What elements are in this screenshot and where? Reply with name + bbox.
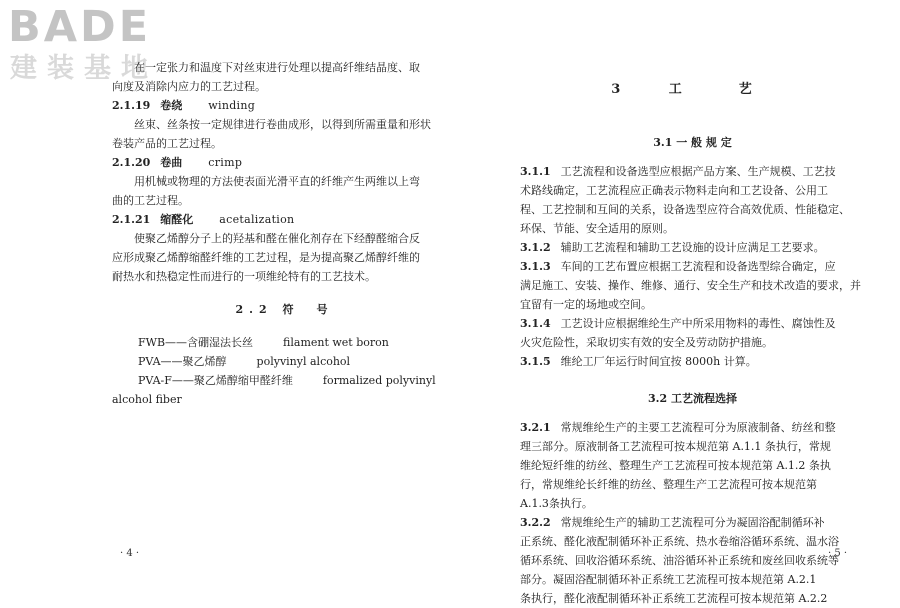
clause-text: 工艺流程和设备选型应根据产品方案、生产规模、工艺技	[560, 165, 836, 178]
clause-line: 火灾危险性，采取切实有效的安全及劳动防护措施。	[520, 336, 773, 349]
term-heading	[112, 210, 457, 229]
term-en: acetalization	[219, 213, 295, 226]
page-number-left: · 4 ·	[120, 548, 140, 559]
clause-text: 常规维纶生产的主要工艺流程可分为原液制备、纺丝和整	[560, 421, 836, 434]
clause-line: 正系统、醛化液配制循环补正系统、热水卷缩浴循环系统、温水浴	[520, 535, 839, 548]
symbol-en: filament wet boron	[283, 336, 389, 349]
term-body-line: 耐热水和热稳定性而进行的一项维纶特有的工艺技术。	[112, 270, 376, 283]
clause-line	[520, 257, 865, 276]
term-body-line: 曲的工艺过程。	[112, 194, 189, 207]
clause-line	[520, 513, 865, 532]
clause-line: 环保、节能、安全适用的原则。	[520, 222, 674, 235]
clause-line	[520, 238, 865, 257]
clause-line: 满足施工、安装、操作、维修、通行、安全生产和技术改造的要求，并	[520, 279, 861, 292]
term-cn: 卷曲	[160, 156, 183, 169]
logo-main-text: BADE	[8, 2, 152, 52]
term-body-line: 使聚乙烯醇分子上的羟基和醛在催化剂存在下经醇醛缩合反	[134, 232, 420, 245]
clause-line: 理三部分。原液制备工艺流程可按本规范第 A.1.1 条执行，常规	[520, 440, 831, 453]
term-en: winding	[208, 99, 256, 112]
clause-number: 3.1.2	[520, 241, 551, 254]
clause-line: 部分。凝固浴配制循环补正系统工艺流程可按本规范第 A.2.1	[520, 573, 817, 586]
clause-line: 程、工艺控制和互间的关系，设备选型应符合高效优质、性能稳定、	[520, 203, 850, 216]
term-cn: 缩醛化	[160, 213, 194, 226]
term-number: 2.1.20	[112, 156, 151, 169]
clause-line	[520, 314, 865, 333]
term-body-line: 卷装产品的工艺过程。	[112, 137, 222, 150]
symbol-row	[112, 333, 457, 352]
term-en: crimp	[208, 156, 243, 169]
clause-line: 宜留有一定的场地或空间。	[520, 298, 652, 311]
term-body-line: 丝束、丝条按一定规律进行卷曲成形，以得到所需重量和形状	[134, 118, 431, 131]
symbol-row	[112, 352, 457, 371]
logo-sub-text: 建装基地	[10, 53, 158, 84]
chapter-title: 3 工 艺	[611, 82, 774, 97]
clause-number: 3.1.1	[520, 165, 551, 178]
clause-number: 3.2.2	[520, 516, 551, 529]
clause-line: 术路线确定，工艺流程应正确表示物料走向和工艺设备、公用工	[520, 184, 828, 197]
clause-line	[520, 162, 865, 181]
term-heading	[112, 153, 457, 172]
clause-line: 行，常规维纶长纤维的纺丝、整理生产工艺流程可按本规范第	[520, 478, 817, 491]
clause-number: 3.1.5	[520, 355, 551, 368]
intro-line: 向度及消除内应力的工艺过程。	[112, 80, 266, 93]
symbol-tail: alcohol fiber	[112, 393, 182, 406]
symbol-cn: FWB——含硼湿法长丝	[138, 336, 254, 349]
symbol-en: formalized polyvinyl	[322, 374, 436, 387]
right-page	[520, 80, 865, 608]
clause-text: 辅助工艺流程和辅助工艺设施的设计应满足工艺要求。	[560, 241, 825, 254]
clause-text: 工艺设计应根据维纶生产中所采用物料的毒性、腐蚀性及	[560, 317, 836, 330]
left-page	[112, 58, 457, 409]
clause-text: 车间的工艺布置应根据工艺流程和设备选型综合确定，应	[560, 260, 836, 273]
clause-line	[520, 352, 865, 371]
term-heading	[112, 96, 457, 115]
clause-number: 3.2.1	[520, 421, 551, 434]
clause-number: 3.1.3	[520, 260, 551, 273]
symbol-cn: PVA-F——聚乙烯醇缩甲醛纤维	[138, 374, 293, 387]
term-body-line: 应形成聚乙烯醇缩醛纤维的工艺过程，是为提高聚乙烯醇纤维的	[112, 251, 420, 264]
intro-line: 在一定张力和温度下对丝束进行处理以提高纤维结晶度、取	[134, 61, 420, 74]
clause-text: 维纶工厂年运行时间宜按 8000h 计算。	[560, 355, 757, 368]
clause-line: 维纶短纤维的纺丝、整理生产工艺流程可按本规范第 A.1.2 条执	[520, 459, 831, 472]
section-title-symbols: 2.2 符 号	[235, 303, 334, 316]
term-number: 2.1.21	[112, 213, 151, 226]
clause-line: A.1.3条执行。	[520, 497, 593, 510]
section-title-process: 3.2 工艺流程选择	[648, 392, 737, 405]
term-body-line: 用机械或物理的方法使表面光滑平直的纤维产生两维以上弯	[134, 175, 420, 188]
term-number: 2.1.19	[112, 99, 151, 112]
clause-text: 常规维纶生产的辅助工艺流程可分为凝固浴配制循环补	[560, 516, 825, 529]
symbol-row	[112, 371, 457, 390]
clause-number: 3.1.4	[520, 317, 551, 330]
clause-line	[520, 418, 865, 437]
clause-line: 循环系统、回收浴循环系统、油浴循环补正系统和废丝回收系统等	[520, 554, 839, 567]
term-cn: 卷绕	[160, 99, 183, 112]
clause-line: 条执行，醛化液配制循环补正系统工艺流程可按本规范第 A.2.2	[520, 592, 828, 605]
page-number-right: · 5 ·	[828, 548, 848, 559]
symbol-en: polyvinyl alcohol	[256, 355, 351, 368]
symbol-cn: PVA——聚乙烯醇	[138, 355, 227, 368]
section-title-general: 3.1 一 般 规 定	[653, 136, 732, 149]
